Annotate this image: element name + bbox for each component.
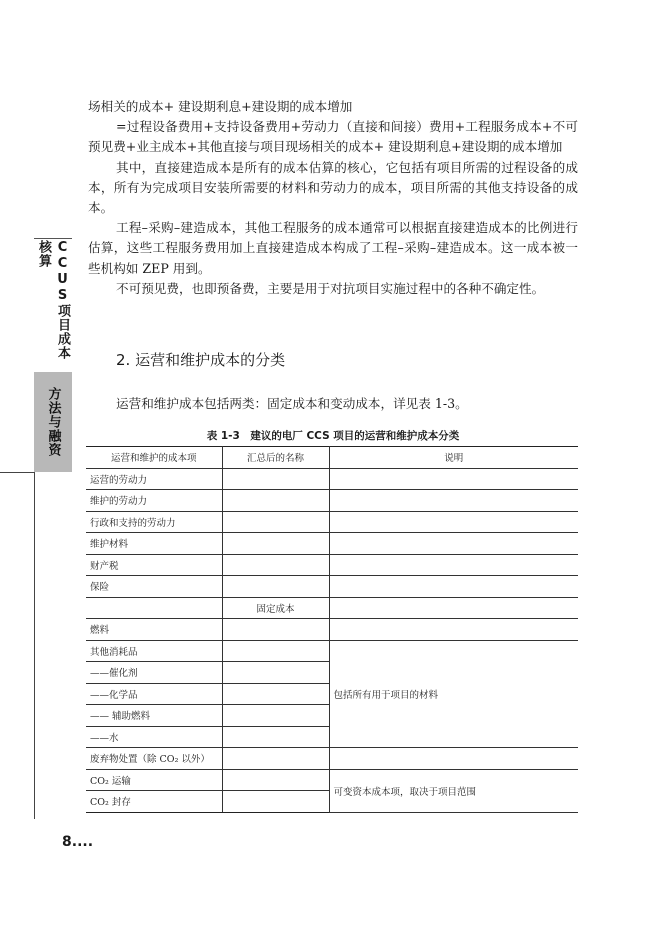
header-summary-name: 汇总后的名称: [222, 447, 329, 469]
cost-item: ——化学品: [86, 683, 222, 705]
table-row: [86, 769, 578, 791]
cost-item: 行政和支持的劳动力: [86, 511, 222, 533]
cost-item: 维护材料: [86, 533, 222, 555]
section-intro: 运营和维护成本包括两类：固定成本和变动成本，详见表 1-3。: [116, 396, 468, 411]
paragraph-5: 不可预见费，也即预备费，主要是用于对抗项目实施过程中的各种不确定性。: [116, 280, 545, 296]
header-description: 说明: [329, 447, 578, 469]
table-row: [86, 490, 578, 512]
co2-note: 可变资本成本项，取决于项目范围: [329, 769, 578, 812]
paragraph-3: 其中，直接建造成本是所有的成本估算的核心，它包括有项目所需的过程设备的成本，所有为完成项目安装所需要的材料和劳动力的成本，项目所需的其他支持设备的成本。: [88, 159, 578, 216]
cost-item: —— 辅助燃料: [86, 705, 222, 727]
side-tab-book-subtitle: 方法与融资: [34, 372, 72, 472]
cost-item: ——水: [86, 726, 222, 748]
body-text: [88, 97, 578, 299]
page-number: [62, 834, 93, 850]
page-number-value: 8: [62, 834, 72, 850]
cost-item: 运营的劳动力: [86, 468, 222, 490]
materials-note: 包括所有用于项目的材料: [329, 640, 578, 748]
table-row: [86, 468, 578, 490]
page-edge-vertical: [34, 472, 35, 819]
table-row: [86, 597, 578, 619]
table-header-row: [86, 447, 578, 469]
cost-item: CO₂ 封存: [86, 791, 222, 813]
table-row: [86, 511, 578, 533]
page-number-dots: ....: [71, 834, 94, 850]
cost-item: ——催化剂: [86, 662, 222, 684]
header-cost-item: 运营和维护的成本项: [86, 447, 222, 469]
table-row: [86, 748, 578, 770]
table-row: [86, 533, 578, 555]
section-heading: 2. 运营和维护成本的分类: [116, 351, 286, 369]
table-row: [86, 619, 578, 641]
table-row: [86, 640, 578, 662]
side-tab-rule: [34, 238, 72, 239]
page-edge-horizontal: [0, 472, 34, 473]
cost-item: 废弃物处置（除 CO₂ 以外）: [86, 748, 222, 770]
side-tab-book-title: CCUS项目成本核算: [34, 240, 72, 370]
table-row: [86, 554, 578, 576]
cost-item: 燃料: [86, 619, 222, 641]
cost-item: 财产税: [86, 554, 222, 576]
cost-item: 保险: [86, 576, 222, 598]
cost-item: CO₂ 运输: [86, 769, 222, 791]
cost-item: 其他消耗品: [86, 640, 222, 662]
table-caption: 表 1-3 建议的电厂 CCS 项目的运营和维护成本分类: [206, 430, 460, 442]
paragraph-4: 工程–采购–建造成本，其他工程服务的成本通常可以根据直接建造成本的比例进行估算，这些工程服务费用加上直接建造成本构成了工程–采购–建造成本。这一成本被一些机构如 ZEP 用到。: [88, 220, 578, 276]
table-row: [86, 576, 578, 598]
cost-item: 维护的劳动力: [86, 490, 222, 512]
cost-table: [86, 446, 578, 813]
fixed-cost-label: 固定成本: [222, 597, 329, 619]
paragraph-1: 场相关的成本+ 建设期利息+建设期的成本增加: [88, 99, 353, 114]
paragraph-2: =过程设备费用+支持设备费用+劳动力（直接和间接）费用+工程服务成本+不可预见费+业主成本+其他直接与项目现场相关的成本+ 建设期利息+建设期的成本增加: [88, 119, 578, 155]
